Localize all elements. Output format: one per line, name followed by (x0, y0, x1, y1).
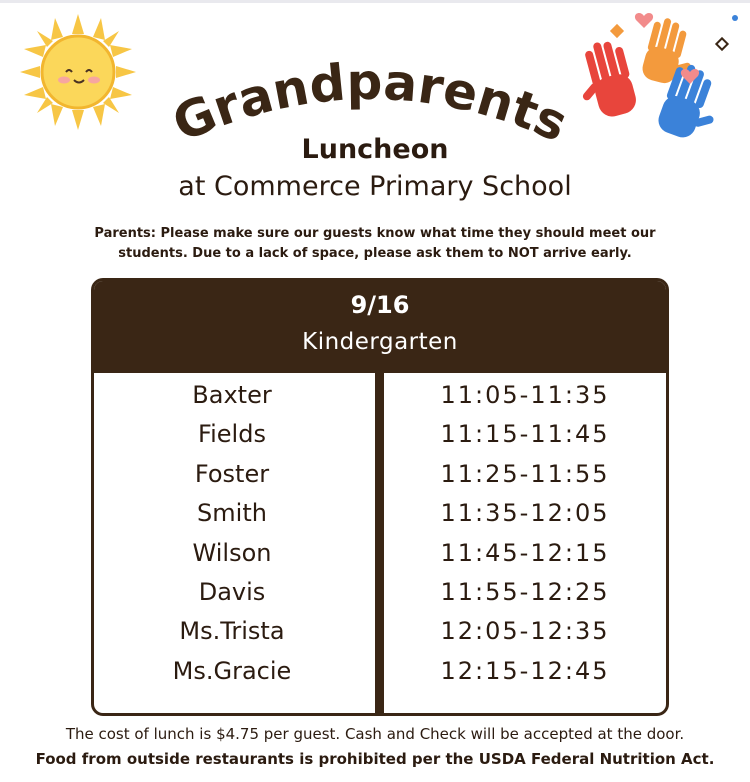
school-name: at Commerce Primary School (178, 171, 572, 202)
table-row (94, 499, 666, 538)
notice-line-2: students. Due to a lack of space, please ask them to NOT arrive early. (118, 246, 632, 261)
notice-line-1: Parents: Please make sure our guests know what time they should meet our (94, 226, 656, 241)
table-row (94, 617, 666, 656)
teacher-name: Wilson (192, 538, 272, 567)
teacher-name: Ms.Trista (179, 617, 285, 646)
lunch-time: 11:05-11:35 (440, 381, 610, 409)
teacher-name: Ms.Gracie (172, 656, 292, 685)
teacher-name: Fields (198, 420, 266, 449)
subtitle: Luncheon (301, 134, 449, 165)
parent-notice (60, 224, 690, 264)
table-row (94, 420, 666, 459)
teacher-name: Baxter (192, 381, 272, 409)
teacher-name: Smith (197, 499, 267, 528)
lunch-time: 11:25-11:55 (440, 459, 610, 488)
outside-food-note: Food from outside restaurants is prohibited per the USDA Federal Nutrition Act. (35, 750, 715, 768)
table-row (94, 578, 666, 617)
schedule-grade: Kindergarten (302, 329, 458, 355)
lunch-time: 11:15-11:45 (440, 420, 610, 449)
lunch-time: 11:45-12:15 (440, 538, 610, 567)
top-border (0, 0, 750, 3)
table-row (94, 460, 666, 499)
table-row (94, 539, 666, 578)
table-row (94, 381, 666, 420)
lunch-cost-note: The cost of lunch is $4.75 per guest. Cash and Check will be accepted at the door. (65, 725, 685, 743)
lunch-time: 11:35-12:05 (440, 499, 610, 528)
table-header (94, 281, 666, 373)
lunch-time: 12:15-12:45 (440, 656, 610, 685)
teacher-name: Foster (194, 459, 270, 488)
lunch-time: 12:05-12:35 (440, 617, 610, 646)
schedule-date: 9/16 (350, 291, 410, 319)
table-row (94, 657, 666, 696)
schedule-rows (94, 381, 666, 696)
schedule-table (91, 278, 669, 716)
title-text: Grandparents (164, 58, 576, 154)
lunch-time: 11:55-12:25 (440, 577, 610, 606)
teacher-name: Davis (198, 577, 266, 606)
